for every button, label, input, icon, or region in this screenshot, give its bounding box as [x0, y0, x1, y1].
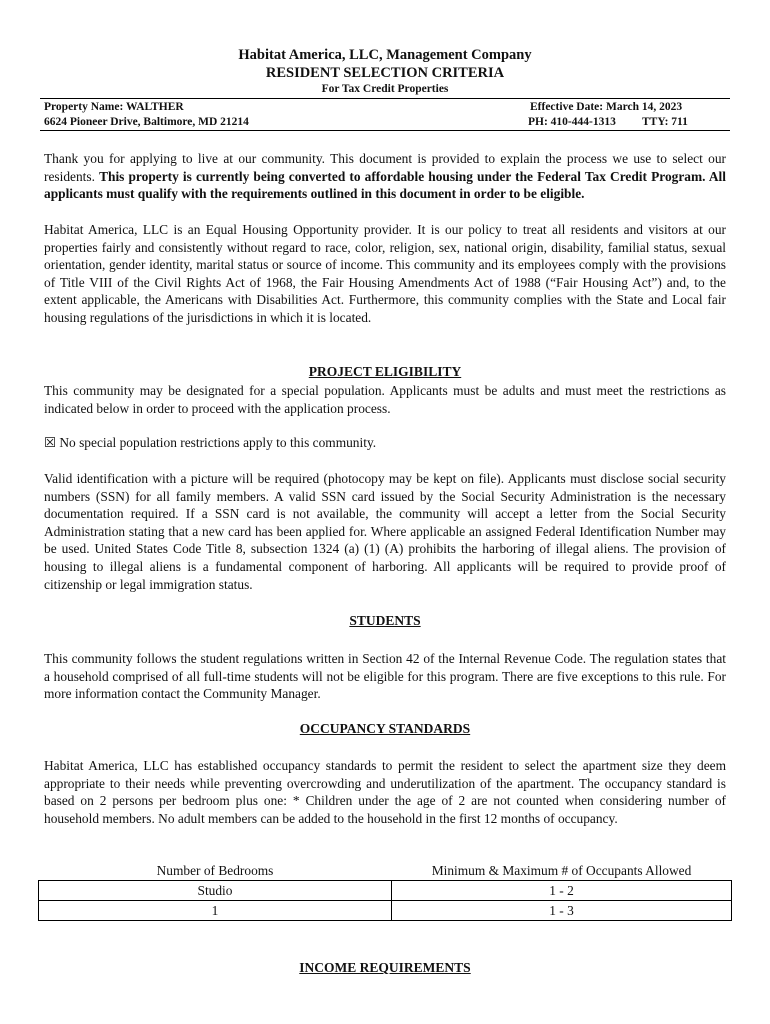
special-population-option	[44, 434, 726, 452]
project-eligibility-paragraph: This community may be designated for a special population. Applicants must be adults and must meet the restrictions as indicated below in order to proceed with the application process.	[44, 383, 726, 416]
students-paragraph: This community follows the student regulations written in Section 42 of the Internal Revenue Code. The regulation states that a household comprised of all full-time students will not be eligible for this program. There are five exceptions to this rule. For more information contact the Community Manager.	[44, 651, 726, 702]
table-row	[39, 881, 732, 901]
table-row	[39, 901, 732, 921]
property-info-box	[40, 98, 730, 131]
property-tty: TTY: 711	[642, 116, 688, 128]
occupancy-table	[38, 862, 732, 921]
identification-paragraph: Valid identification with a picture will be required (photocopy may be kept on file). Applicants must disclose social security numbers (SSN) for all family members. A valid SSN card issued by the Social Security Administration is the necessary documentation required. If a SSN card is not available, the community will accept a letter from the Social Security Administration stating that a new card has been applied for. Where applicable an assigned Federal Identification Number may be used. United States Code Title 8, subsection 1324 (a) (1) (A) prohibits the harboring of illegal aliens. The provision of housing to illegal aliens is a fundamental component of harboring. All applicants will be required to provide proof of citizenship or legal immigration status.	[44, 471, 726, 592]
property-name: Property Name: WALTHER	[44, 101, 184, 113]
property-address: 6624 Pioneer Drive, Baltimore, MD 21214	[44, 116, 249, 128]
occupants-cell: 1 - 3	[392, 901, 732, 921]
occupancy-standards-heading: OCCUPANCY STANDARDS	[299, 721, 471, 736]
effective-date: Effective Date: March 14, 2023	[530, 101, 683, 113]
equal-housing-paragraph: Habitat America, LLC is an Equal Housing Opportunity provider. It is our policy to treat all residents and visitors at our properties fairly and consistently without regard to race, color, religion, sex, national origin, disability, familial status, sexual orientation, gender identity, marital status or source of income. This community and its employees comply with the provisions of Title VIII of the Civil Rights Act of 1968, the Fair Housing Amendments Act of 1988 (“Fair Housing Act”) and, to the extent applicable, the Americans with Disabilities Act. Furthermore, this community complies with the State and Local fair housing regulations of the jurisdictions in which it is located.	[44, 222, 726, 325]
company-title: Habitat America, LLC, Management Company	[238, 47, 532, 63]
occupants-cell: 1 - 2	[392, 881, 732, 901]
column-header-bedrooms: Number of Bedrooms	[156, 863, 274, 878]
checked-checkbox-icon: ☒	[44, 435, 57, 450]
intro-paragraph	[44, 150, 726, 203]
occupancy-paragraph: Habitat America, LLC has established occupancy standards to permit the resident to select the apartment size they deem appropriate to their needs while preventing overcrowding and underutilization of the apartment. The occupancy standard is based on 2 persons per bedroom plus one: * Children under the age of 2 are not counted when considering number of household members. No adult members can be added to the household in the first 12 months of occupancy.	[44, 758, 726, 826]
column-header-occupants: Minimum & Maximum # of Occupants Allowed	[431, 863, 692, 878]
document-subtitle: For Tax Credit Properties	[321, 83, 449, 95]
intro-bold-text: This property is currently being converted to affordable housing under the Federal Tax Credit Program. All applicants must qualify with the requirements outlined in this document in order to be eligible.	[44, 168, 726, 202]
income-requirements-heading: INCOME REQUIREMENTS	[299, 960, 471, 975]
document-title: RESIDENT SELECTION CRITERIA	[265, 65, 505, 81]
bedrooms-cell: Studio	[39, 881, 392, 901]
project-eligibility-heading: PROJECT ELIGIBILITY	[308, 364, 462, 379]
table-header-row	[39, 862, 732, 881]
students-heading: STUDENTS	[349, 613, 421, 628]
bedrooms-cell: 1	[39, 901, 392, 921]
intro-text: Thank you for applying to live at our community. This document is provided to explain the process we use to select our residents.	[44, 151, 726, 184]
checkbox-label: No special population restrictions apply to this community.	[59, 435, 377, 450]
property-phone: PH: 410-444-1313	[528, 116, 616, 128]
